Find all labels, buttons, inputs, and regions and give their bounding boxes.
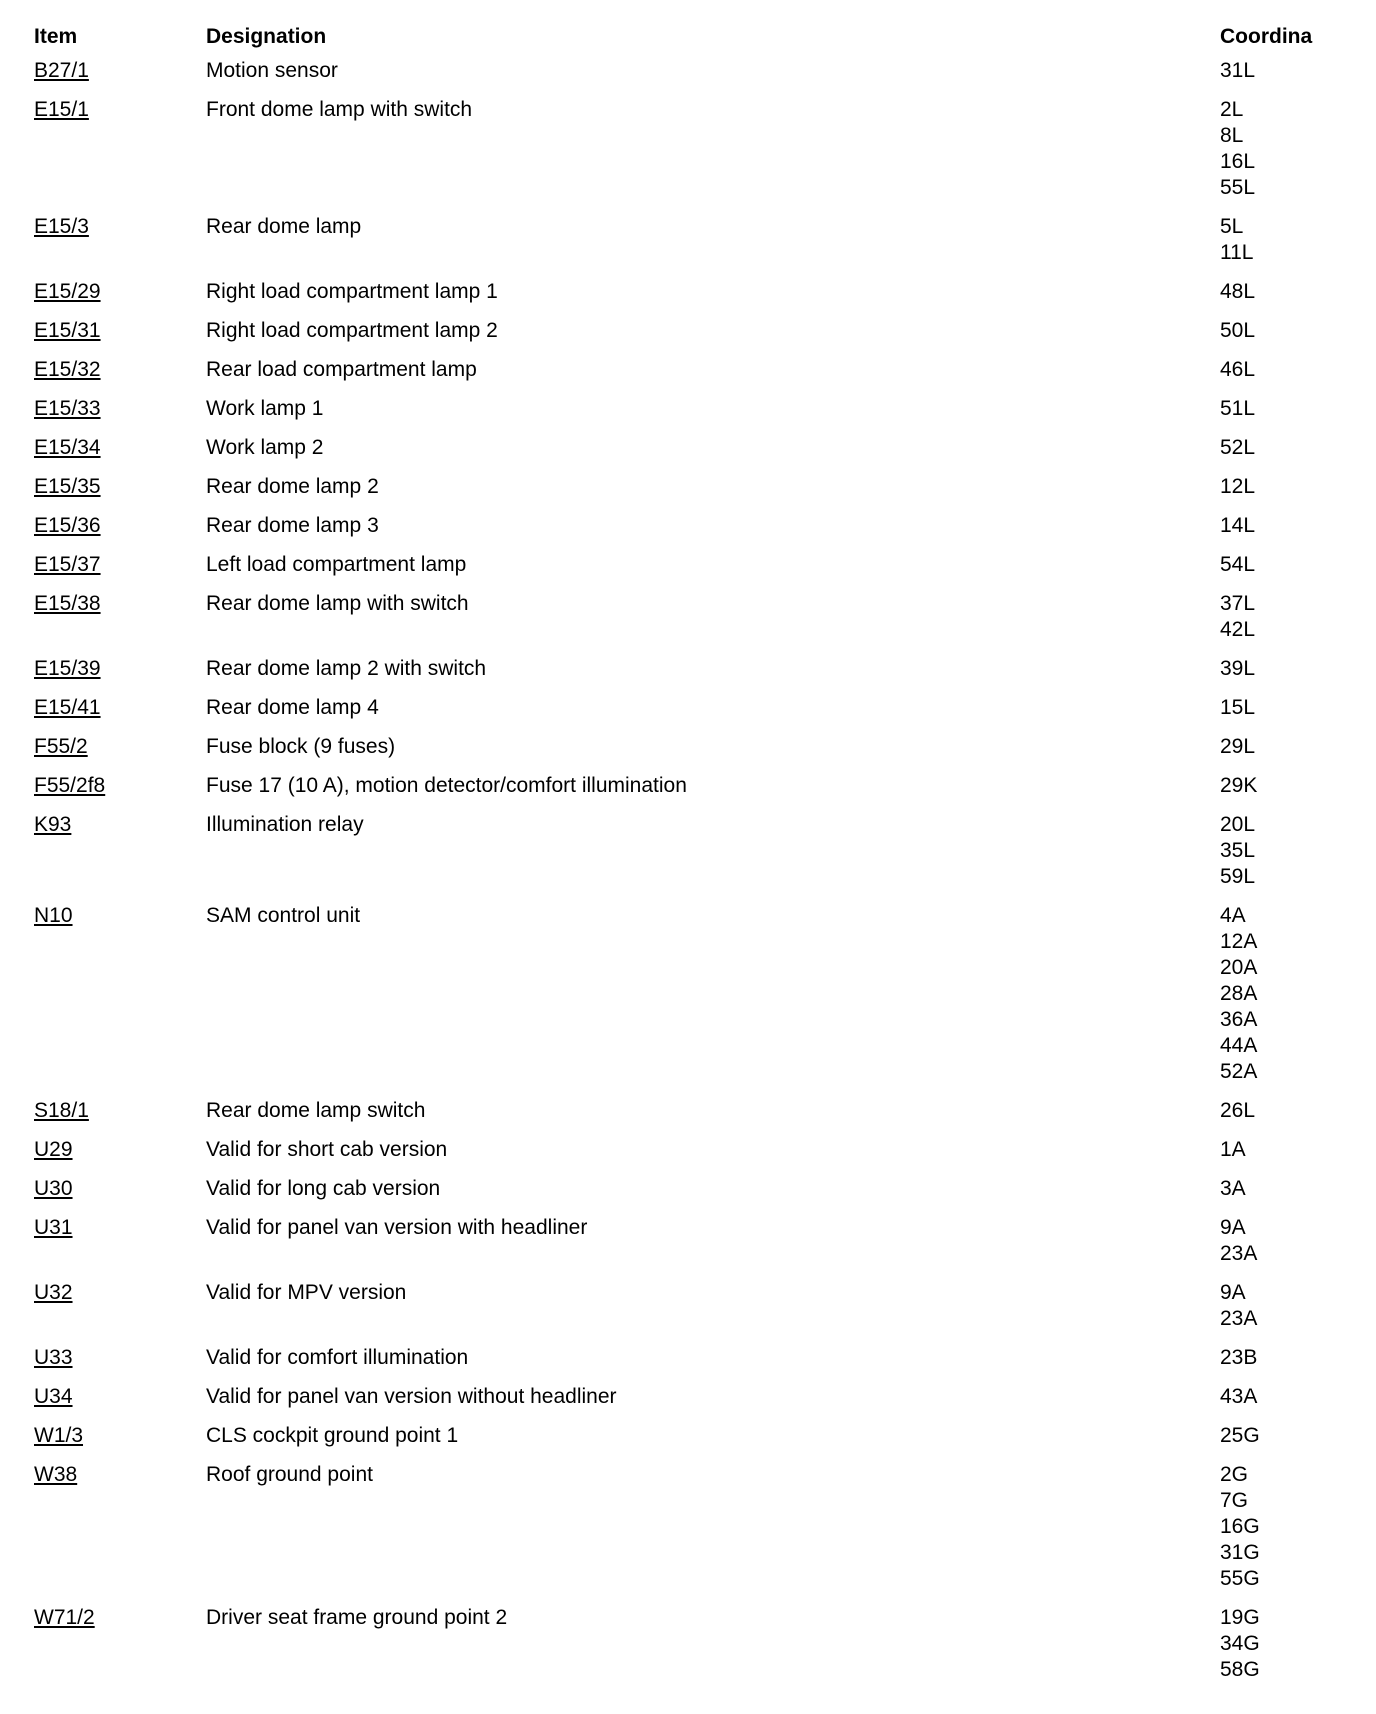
item-cell <box>34 552 206 591</box>
item-link[interactable]: U32 <box>34 1281 73 1304</box>
coordinates-cell <box>1220 97 1350 214</box>
coordinate-value: 29K <box>1220 774 1258 797</box>
coordinate-value: 48L <box>1220 280 1256 303</box>
item-link[interactable]: E15/37 <box>34 553 101 576</box>
table-row <box>34 812 1350 903</box>
table-row <box>34 1280 1350 1345</box>
designation-cell: Rear dome lamp switch <box>206 1099 426 1122</box>
coordinates-cell <box>1220 1384 1350 1423</box>
table-row <box>34 1345 1350 1384</box>
table-row <box>34 734 1350 773</box>
coordinate-value: 29L <box>1220 735 1256 758</box>
item-link[interactable]: U30 <box>34 1177 73 1200</box>
coordinate-value: 2G <box>1220 1463 1249 1486</box>
table-row <box>34 279 1350 318</box>
item-link[interactable]: W71/2 <box>34 1606 95 1629</box>
item-cell <box>34 903 206 1098</box>
item-cell <box>34 1423 206 1462</box>
coordinates-cell <box>1220 58 1350 97</box>
table-row <box>34 1098 1350 1137</box>
table-row <box>34 1423 1350 1462</box>
item-cell <box>34 214 206 279</box>
coordinate-value: 52A <box>1220 1060 1258 1083</box>
item-cell <box>34 513 206 552</box>
coordinate-value: 20L <box>1220 813 1256 836</box>
item-cell <box>34 279 206 318</box>
coordinates-cell <box>1220 1098 1350 1137</box>
table-row <box>34 474 1350 513</box>
coordinates-cell <box>1220 903 1350 1098</box>
designation-cell: Work lamp 1 <box>206 397 324 420</box>
coordinate-value: 39L <box>1220 657 1256 680</box>
item-cell <box>34 1176 206 1215</box>
designation-cell: Right load compartment lamp 2 <box>206 319 498 342</box>
item-cell <box>34 695 206 734</box>
coordinate-value: 31G <box>1220 1541 1260 1564</box>
coordinates-cell <box>1220 1345 1350 1384</box>
item-cell <box>34 1384 206 1423</box>
coordinate-value: 23A <box>1220 1242 1258 1265</box>
designation-cell: Valid for panel van version with headliner <box>206 1216 588 1239</box>
item-link[interactable]: E15/29 <box>34 280 101 303</box>
designation-cell: Motion sensor <box>206 59 338 82</box>
coordinate-value: 37L <box>1220 592 1256 615</box>
coordinate-value: 11L <box>1220 241 1254 264</box>
designation-cell: Rear load compartment lamp <box>206 358 477 381</box>
designation-cell: Rear dome lamp 4 <box>206 696 379 719</box>
designation-cell: Rear dome lamp <box>206 215 362 238</box>
coordinate-value: 51L <box>1220 397 1256 420</box>
coordinate-value: 23B <box>1220 1346 1258 1369</box>
coordinate-value: 16G <box>1220 1515 1260 1538</box>
table-row <box>34 1176 1350 1215</box>
coordinates-cell <box>1220 1605 1350 1696</box>
table-row <box>34 1384 1350 1423</box>
designation-cell: Fuse 17 (10 A), motion detector/comfort illumination <box>206 774 687 797</box>
coordinates-cell <box>1220 357 1350 396</box>
coordinates-cell <box>1220 552 1350 591</box>
designation-cell: Valid for panel van version without headliner <box>206 1385 617 1408</box>
table-row <box>34 214 1350 279</box>
item-link[interactable]: F55/2f8 <box>34 774 106 797</box>
table-row <box>34 513 1350 552</box>
designation-cell: Rear dome lamp 2 with switch <box>206 657 487 680</box>
coordinate-value: 5L <box>1220 215 1244 238</box>
coordinate-value: 46L <box>1220 358 1256 381</box>
coordinates-cell <box>1220 396 1350 435</box>
coordinates-cell <box>1220 214 1350 279</box>
designation-cell: Valid for short cab version <box>206 1138 448 1161</box>
item-cell <box>34 435 206 474</box>
coordinate-value: 4A <box>1220 904 1246 927</box>
item-link[interactable]: S18/1 <box>34 1099 89 1122</box>
item-cell <box>34 773 206 812</box>
item-link[interactable]: K93 <box>34 813 72 836</box>
coordinate-value: 16L <box>1220 150 1256 173</box>
designation-cell: Front dome lamp with switch <box>206 98 473 121</box>
designation-cell: Rear dome lamp 3 <box>206 514 379 537</box>
item-link[interactable]: E15/31 <box>34 319 101 342</box>
table-row <box>34 318 1350 357</box>
designation-cell: Roof ground point <box>206 1463 373 1486</box>
table-row <box>34 58 1350 97</box>
header-item: Item <box>34 25 78 48</box>
item-cell <box>34 1605 206 1696</box>
designation-cell: Driver seat frame ground point 2 <box>206 1606 508 1629</box>
item-link[interactable]: E15/38 <box>34 592 101 615</box>
coordinates-cell <box>1220 279 1350 318</box>
coordinate-value: 23A <box>1220 1307 1258 1330</box>
coordinate-value: 9A <box>1220 1216 1246 1239</box>
header-row <box>34 24 1350 58</box>
designation-cell: SAM control unit <box>206 904 361 927</box>
item-cell <box>34 97 206 214</box>
coordinates-cell <box>1220 734 1350 773</box>
table-row <box>34 1137 1350 1176</box>
item-cell <box>34 318 206 357</box>
coordinate-value: 12A <box>1220 930 1258 953</box>
item-link[interactable]: E15/39 <box>34 657 101 680</box>
item-cell <box>34 1098 206 1137</box>
coordinate-value: 1A <box>1220 1138 1246 1161</box>
coordinate-value: 55G <box>1220 1567 1260 1590</box>
coordinates-cell <box>1220 1280 1350 1345</box>
coordinate-value: 28A <box>1220 982 1258 1005</box>
table-row <box>34 552 1350 591</box>
coordinates-cell <box>1220 1215 1350 1280</box>
coordinate-value: 25G <box>1220 1424 1260 1447</box>
coordinate-value: 3A <box>1220 1177 1246 1200</box>
legend-table <box>34 24 1350 1696</box>
table-row <box>34 656 1350 695</box>
designation-cell: Valid for long cab version <box>206 1177 441 1200</box>
table-row <box>34 435 1350 474</box>
designation-cell: Work lamp 2 <box>206 436 324 459</box>
coordinate-value: 42L <box>1220 618 1256 641</box>
item-cell <box>34 474 206 513</box>
item-link[interactable]: E15/32 <box>34 358 101 381</box>
table-row <box>34 591 1350 656</box>
coordinates-cell <box>1220 656 1350 695</box>
item-link[interactable]: E15/41 <box>34 696 101 719</box>
designation-cell: CLS cockpit ground point 1 <box>206 1424 459 1447</box>
item-link[interactable]: N10 <box>34 904 73 927</box>
item-cell <box>34 396 206 435</box>
designation-cell: Rear dome lamp 2 <box>206 475 379 498</box>
item-link[interactable]: E15/1 <box>34 98 89 121</box>
item-link[interactable]: U34 <box>34 1385 73 1408</box>
coordinate-value: 36A <box>1220 1008 1258 1031</box>
designation-cell: Fuse block (9 fuses) <box>206 735 396 758</box>
coordinate-value: 44A <box>1220 1034 1258 1057</box>
designation-cell: Illumination relay <box>206 813 364 836</box>
coordinates-cell <box>1220 513 1350 552</box>
coordinate-value: 26L <box>1220 1099 1256 1122</box>
designation-cell: Valid for MPV version <box>206 1281 407 1304</box>
item-cell <box>34 812 206 903</box>
coordinate-value: 52L <box>1220 436 1256 459</box>
coordinates-cell <box>1220 591 1350 656</box>
coordinate-value: 54L <box>1220 553 1256 576</box>
header-designation: Designation <box>206 25 327 48</box>
item-cell <box>34 1137 206 1176</box>
coordinate-value: 43A <box>1220 1385 1258 1408</box>
item-link[interactable]: F55/2 <box>34 735 88 758</box>
coordinates-cell <box>1220 474 1350 513</box>
item-link[interactable]: E15/33 <box>34 397 101 420</box>
coordinate-value: 12L <box>1220 475 1256 498</box>
header-coordinates: Coordina <box>1220 25 1313 48</box>
table-row <box>34 903 1350 1098</box>
coordinate-value: 50L <box>1220 319 1256 342</box>
coordinate-value: 19G <box>1220 1606 1260 1629</box>
item-cell <box>34 734 206 773</box>
coordinates-cell <box>1220 1423 1350 1462</box>
item-link[interactable]: E15/35 <box>34 475 101 498</box>
coordinate-value: 9A <box>1220 1281 1246 1304</box>
table-row <box>34 97 1350 214</box>
item-cell <box>34 1215 206 1280</box>
coordinates-cell <box>1220 1462 1350 1605</box>
designation-cell: Rear dome lamp with switch <box>206 592 469 615</box>
item-link[interactable]: E15/34 <box>34 436 101 459</box>
coordinates-cell <box>1220 435 1350 474</box>
item-link[interactable]: U31 <box>34 1216 73 1239</box>
coordinate-value: 2L <box>1220 98 1244 121</box>
item-cell <box>34 1280 206 1345</box>
coordinates-cell <box>1220 1176 1350 1215</box>
item-cell <box>34 58 206 97</box>
item-link[interactable]: E15/3 <box>34 215 89 238</box>
coordinates-cell <box>1220 1137 1350 1176</box>
item-link[interactable]: E15/36 <box>34 514 101 537</box>
item-link[interactable]: U29 <box>34 1138 73 1161</box>
item-cell <box>34 1462 206 1605</box>
table-row <box>34 1462 1350 1605</box>
table-row <box>34 773 1350 812</box>
item-cell <box>34 591 206 656</box>
legend-body <box>34 58 1350 1696</box>
coordinate-value: 31L <box>1220 59 1256 82</box>
coordinate-value: 7G <box>1220 1489 1249 1512</box>
coordinate-value: 20A <box>1220 956 1258 979</box>
table-row <box>34 1605 1350 1696</box>
coordinate-value: 15L <box>1220 696 1256 719</box>
coordinates-cell <box>1220 773 1350 812</box>
coordinate-value: 14L <box>1220 514 1256 537</box>
table-row <box>34 695 1350 734</box>
item-link[interactable]: W1/3 <box>34 1424 84 1447</box>
designation-cell: Left load compartment lamp <box>206 553 467 576</box>
coordinate-value: 58G <box>1220 1658 1260 1681</box>
item-link[interactable]: W38 <box>34 1463 78 1486</box>
table-row <box>34 1215 1350 1280</box>
coordinate-value: 8L <box>1220 124 1244 147</box>
coordinates-cell <box>1220 695 1350 734</box>
designation-cell: Valid for comfort illumination <box>206 1346 469 1369</box>
coordinate-value: 34G <box>1220 1632 1260 1655</box>
coordinate-value: 55L <box>1220 176 1256 199</box>
item-link[interactable]: U33 <box>34 1346 73 1369</box>
item-link[interactable]: B27/1 <box>34 59 89 82</box>
coordinate-value: 59L <box>1220 865 1256 888</box>
designation-cell: Right load compartment lamp 1 <box>206 280 498 303</box>
coordinate-value: 35L <box>1220 839 1256 862</box>
coordinates-cell <box>1220 812 1350 903</box>
coordinates-cell <box>1220 318 1350 357</box>
item-cell <box>34 357 206 396</box>
table-row <box>34 357 1350 396</box>
table-row <box>34 396 1350 435</box>
item-cell <box>34 656 206 695</box>
item-cell <box>34 1345 206 1384</box>
